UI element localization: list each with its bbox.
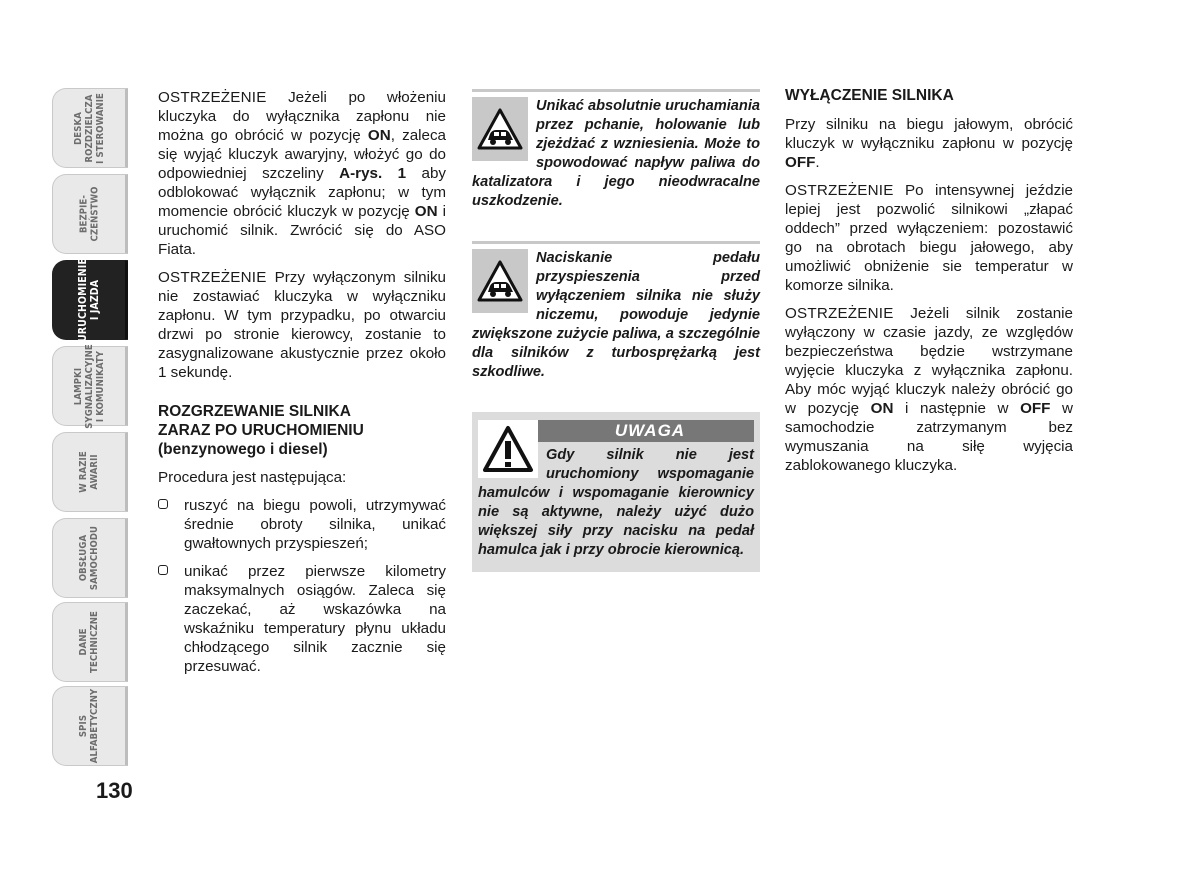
warning-paragraph: OSTRZEŻENIE Przy wyłączonym silniku nie zostawiać kluczyka w wyłączniku zapłonu. W tym przypadku, po otwarciu drzwi po stronie kierowcy, zostanie to zasygnalizowane akustycznie przez około 1 sekundę. <box>158 269 446 381</box>
warning-text: Naciskanie pedału przyspieszenia przed wyłączeniem silnika nie służy niczemu, powoduje jedynie zwiększone zużycie paliwa, a szczególnie dla silników z turbosprężarką jest szkodliwe. <box>472 250 760 380</box>
notice-title: UWAGA <box>478 420 754 442</box>
section-subheading: (benzynowego i diesel) <box>158 441 328 458</box>
car-warning-triangle-icon <box>472 97 528 161</box>
checkbox-bullet-icon <box>158 565 168 575</box>
warning-paragraph: OSTRZEŻENIE Jeżeli po włożeniu kluczyka do wyłącznika zapłonu nie można go obrócić w pozycję ON, zaleca się wyjąć kluczyk awaryjny, włożyć go do odpowiedniej szczeliny A-rys. 1 aby odblokować wyłącznik zapłonu; w tym momencie obrócić kluczyk w pozycję ON i uruchomić silnik. Zwrócić się do ASO Fiata. <box>158 89 447 258</box>
list-item: ruszyć na biegu powoli, utrzymywać średnie obroty silnika, unikać gwałtownych przyspieszeń; <box>158 496 446 553</box>
tab-dashboard[interactable] <box>52 88 128 168</box>
tab-maintenance[interactable] <box>52 518 128 598</box>
column-middle <box>472 89 760 572</box>
car-warning-triangle-icon <box>472 249 528 313</box>
tab-emergency[interactable] <box>52 432 128 512</box>
tab-technical-data[interactable] <box>52 602 128 682</box>
column-right <box>785 86 1073 484</box>
exclamation-triangle-icon <box>478 420 538 478</box>
list-item: unikać przez pierwsze kilometry maksymalnych osiągów. Zaleca się zaczekać, aż wskazówka na wskaźniku temperatury płynu układu chłodzącego silnik zacznie się przesuwać. <box>158 562 446 676</box>
tab-label: URUCHOMIENIE I JAZDA <box>77 258 101 342</box>
section-heading: ROZGRZEWANIE SILNIKA ZARAZ PO URUCHOMIENIU <box>158 403 364 439</box>
warning-box <box>472 241 760 382</box>
notice-text: Gdy silnik nie jest uruchomiony wspomaganie hamulców i wspomaganie kierownicy nie są aktywne, należy użyć dużo większej siły przy nacisku na pedał hamulca jak i przy obrocie kierownicą. <box>478 447 754 558</box>
tab-label: DESKA ROZDZIELCZA I STEROWANIE <box>72 92 106 164</box>
column-left <box>158 88 446 685</box>
warning-paragraph: OSTRZEŻENIE Po intensywnej jeździe lepiej jest pozwolić silnikowi „złapać oddech” przed wyłączeniem: pozostawić go na obrotach biegu jałowego, aby umożliwić obniżenie sie temperatur w komorze silnika. <box>785 182 1073 294</box>
section-heading: WYŁĄCZENIE SILNIKA <box>785 87 954 104</box>
tab-label: LAMPKI SYGNALIZACYJNE I KOMUNIKATY <box>72 343 106 429</box>
tab-index[interactable] <box>52 686 128 766</box>
tab-label: OBSŁUGA SAMOCHODU <box>77 525 100 591</box>
body-paragraph: Przy silniku na biegu jałowym, obrócić kluczyk w wyłączniku zapłonu w pozycję OFF. <box>785 116 1073 171</box>
tab-label: SPIS ALFABETYCZNY <box>78 688 100 764</box>
warning-box <box>472 89 760 211</box>
tab-starting-driving[interactable] <box>52 260 128 340</box>
tab-warning-lights[interactable] <box>52 343 128 429</box>
procedure-list <box>158 496 446 676</box>
warning-text: Unikać absolutnie uruchamiania przez pchanie, holowanie lub zjeżdżać z wzniesienia. Może to spowodować napływ paliwa do katalizatora i jego nieodwracalne uszkodzenie. <box>472 98 760 209</box>
intro-text: Procedura jest następująca: <box>158 469 347 486</box>
notice-box <box>472 412 760 572</box>
tab-safety[interactable] <box>52 174 128 254</box>
tab-label: DANE TECHNICZNE <box>77 611 100 673</box>
checkbox-bullet-icon <box>158 499 168 509</box>
tab-label: BEZPIE- CZEŃSTWO <box>77 186 100 242</box>
warning-paragraph: OSTRZEŻENIE Jeżeli silnik zostanie wyłączony w czasie jazdy, ze względów bezpieczeństwa będzie wstrzymane wyjęcie kluczyka z wyłącznika zapłonu. Aby móc wyjąć kluczyk należy obrócić go w pozycję ON i następnie w OFF w samochodzie zatrzymanym bez wymuszania na siłę wyjęcia zablokowanego kluczyka. <box>785 305 1074 474</box>
page-number: 130 <box>96 778 133 803</box>
tab-label: W RAZIE AWARII <box>77 451 100 493</box>
